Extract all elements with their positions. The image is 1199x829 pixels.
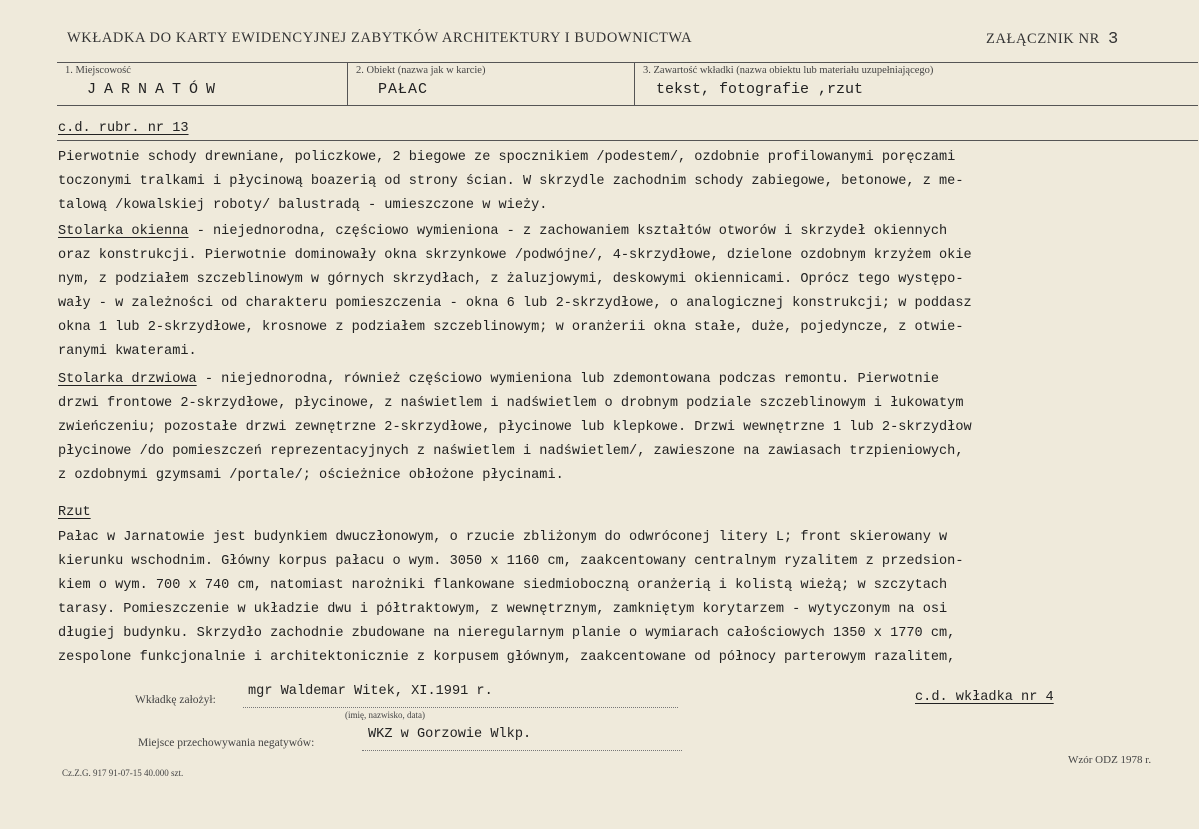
- text-line: kiem o wym. 700 x 740 cm, natomiast narożniki flankowane siedmioboczną oranżerią i kolistą wieżą; w szczytach: [58, 578, 948, 593]
- text-line: Pierwotnie schody drewniane, policzkowe, 2 biegowe ze spocznikiem /podestem/, ozdobnie profilowanymi poręczami: [58, 150, 956, 165]
- text-line: tarasy. Pomieszczenie w układzie dwu i półtraktowym, z wewnętrznym, zamkniętym korytarzem - wytyczonym na osi: [58, 602, 948, 617]
- text-line: kierunku wschodnim. Główny korpus pałacu o wym. 3050 x 1160 cm, zaakcentowany centralnym ryzalitem z przedsion-: [58, 554, 964, 569]
- attachment-number-value: 3: [1107, 30, 1119, 49]
- text-line: płycinowe /do pomieszczeń reprezentacyjnych z naświetlem i nadświetlem/, zawieszone na zawiasach trzpieniowych,: [58, 444, 964, 459]
- field-contents: [634, 63, 1199, 105]
- field-contents-value: tekst, fotografie ,rzut: [656, 81, 864, 98]
- field-object-value: PAŁAC: [378, 81, 429, 98]
- field-locality-label: 1. Miejscowość: [65, 65, 131, 76]
- windows-paragraph-first: [58, 224, 947, 239]
- form-title: WKŁADKA DO KARTY EWIDENCYJNEJ ZABYTKÓW ARCHITEKTURY I BUDOWNICTWA: [67, 30, 693, 46]
- text-line: - niejednorodna, częściowo wymieniona - z zachowaniem kształtów otworów i skrzydeł okiennych: [188, 224, 948, 239]
- text-line: zwieńczeniu; pozostałe drzwi zewnętrzne 2-skrzydłowe, płycinowe lub klepkowe. Drzwi wewnętrzne 1 lub 2-skrzydłow: [58, 420, 972, 435]
- model-label: Wzór ODZ 1978 r.: [1068, 754, 1152, 766]
- text-line: wały - w zależności od charakteru pomieszczenia - okna 6 lub 2-skrzydłowe, o analogicznej konstrukcji; w poddasz: [58, 296, 972, 311]
- doors-heading: Stolarka drzwiowa: [58, 372, 197, 387]
- author-value: mgr Waldemar Witek, XI.1991 r.: [248, 684, 493, 699]
- author-dotted-line: [243, 707, 678, 708]
- text-line: nym, z podziałem szczeblinowym w górnych skrzydłach, z żaluzjowymi, deskowymi okiennicami. Oprócz tego występo-: [58, 272, 964, 287]
- text-line: z ozdobnymi gzymsami /portale/; ościeżnice obłożone płycinami.: [58, 468, 564, 483]
- author-hint: (imię, nazwisko, data): [345, 710, 425, 720]
- text-line: - niejednorodna, również częściowo wymieniona lub zdemontowana podczas remontu. Pierwotnie: [196, 372, 940, 387]
- storage-value: WKZ w Gorzowie Wlkp.: [368, 727, 532, 742]
- text-line: Pałac w Jarnatowie jest budynkiem dwuczłonowym, o rzucie zbliżonym do odwróconej litery L; front skierowany w: [58, 530, 948, 545]
- print-code: Cz.Z.G. 917 91-07-15 40.000 szt.: [62, 768, 184, 778]
- text-line: talową /kowalskiej roboty/ balustradą - umieszczone w wieży.: [58, 198, 548, 213]
- section-divider: [57, 140, 1198, 141]
- field-object: [347, 63, 635, 105]
- attachment-label: ZAŁĄCZNIK NR: [986, 31, 1100, 47]
- continuation-label: c.d. rubr. nr 13: [58, 121, 189, 136]
- windows-heading: Stolarka okienna: [58, 224, 189, 239]
- header-fields: [57, 62, 1198, 106]
- text-line: toczonymi tralkami i płycinową boazerią od strony ścian. W skrzydle zachodnim schody zabiegowe, betonowe, z me-: [58, 174, 964, 189]
- plan-heading: Rzut: [58, 505, 91, 520]
- field-locality-value: JARNATÓW: [87, 81, 224, 98]
- storage-label: Miejsce przechowywania negatywów:: [138, 737, 315, 749]
- text-line: okna 1 lub 2-skrzydłowe, krosnowe z podziałem szczeblinowym; w oranżerii okna stałe, duże, pojedyncze, z otwie-: [58, 320, 964, 335]
- field-locality: [57, 63, 347, 105]
- storage-dotted-line: [362, 750, 682, 751]
- text-line: zespolone funkcjonalnie i architektonicznie z korpusem głównym, zaakcentowane od północy parterowym razalitem,: [58, 650, 956, 665]
- author-label: Wkładkę założył:: [135, 694, 216, 706]
- text-line: oraz konstrukcji. Pierwotnie dominowały okna skrzynkowe /podwójne/, 4-skrzydłowe, dzielone ozdobnym krzyżem okie: [58, 248, 972, 263]
- doors-paragraph-first: [58, 372, 939, 387]
- text-line: długiej budynku. Skrzydło zachodnie zbudowane na nieregularnym planie o wymiarach całościowych 1350 x 1770 cm,: [58, 626, 956, 641]
- field-object-label: 2. Obiekt (nazwa jak w karcie): [356, 65, 486, 76]
- text-line: ranymi kwaterami.: [58, 344, 197, 359]
- field-contents-label: 3. Zawartość wkładki (nazwa obiektu lub materiału uzupełniającego): [643, 65, 934, 76]
- text-line: drzwi frontowe 2-skrzydłowe, płycinowe, z naświetlem i nadświetlem o drobnym podziale szczeblinowym i łukowatym: [58, 396, 964, 411]
- attachment-number: [986, 30, 1119, 49]
- next-insert: c.d. wkładka nr 4: [915, 690, 1054, 705]
